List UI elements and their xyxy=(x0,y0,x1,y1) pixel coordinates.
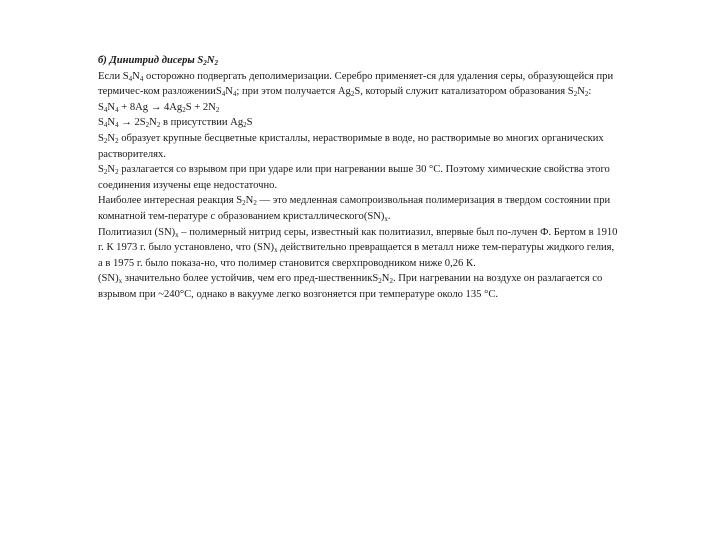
subscript: 4 xyxy=(103,105,108,114)
text-run: S xyxy=(98,132,104,144)
text-run: действительно превращается в металл ниже тем-пературы жидкого гелия, а в 1975 г. было показа-но, что полимер становится сверхпроводником ниже 0,26 К. xyxy=(98,242,615,269)
subscript: 4 xyxy=(103,121,108,130)
text-run: – полимерный нитрид серы, известный как политиазил, впервые был по-лучен Ф. Бертом в 1910 г. К 1973 г. было установлено, что (SN) xyxy=(98,226,618,254)
paragraph-crystals xyxy=(98,131,618,162)
text-run: S xyxy=(98,164,104,176)
subscript: 2 xyxy=(215,105,220,114)
heading-subscript: 2 xyxy=(214,59,218,67)
paragraph-polymerization xyxy=(98,193,618,224)
subscript: 2 xyxy=(145,121,150,130)
text-run: N xyxy=(149,117,157,129)
subscript: 2 xyxy=(584,90,589,99)
subscript: 2 xyxy=(156,121,161,130)
text-run: S xyxy=(246,117,253,129)
heading-text: N xyxy=(206,55,215,66)
text-run: значительно более устойчив, чем его пред-шественникS xyxy=(122,273,379,285)
subscript: 4 xyxy=(115,105,119,114)
text-run: → 2S xyxy=(118,117,146,129)
subscript: 2 xyxy=(573,90,578,99)
heading-text: б) Динитрид дисеры S xyxy=(98,55,204,66)
paragraph-explosion xyxy=(98,162,618,193)
equation-silver xyxy=(98,100,618,116)
text-run: S xyxy=(98,117,104,129)
text-run: ; при этом получается Ag xyxy=(236,86,351,98)
slide-heading xyxy=(98,53,618,69)
subscript: x xyxy=(175,230,179,239)
subscript: 2 xyxy=(350,90,355,99)
text-run: N xyxy=(225,86,233,98)
subscript: 2 xyxy=(182,105,186,114)
paragraph-depolymerization xyxy=(98,69,618,100)
text-run: N xyxy=(245,195,254,207)
subscript: 2 xyxy=(243,121,247,130)
text-run: осторожно подвергать деполимеризации. Серебро применяет-ся для удаления серы, образующейся при термичес-ком разложенииS xyxy=(98,70,614,98)
text-run: N xyxy=(107,164,116,176)
text-run: разлагается со взрывом при при ударе или при нагревании выше 30 °С. Поэтому химические свойства этого соединения изучены еще недостаточно. xyxy=(98,164,610,191)
equation-catalyst xyxy=(98,115,618,131)
text-run: Наиболее интересная реакция S xyxy=(98,195,243,207)
text-run: N xyxy=(577,86,585,98)
subscript: x xyxy=(384,214,388,223)
heading-subscript: 2 xyxy=(203,59,207,67)
subscript: 2 xyxy=(103,168,108,177)
text-run: (SN) xyxy=(98,273,119,285)
text-run: + 8Ag → 4Ag xyxy=(118,101,183,113)
paragraph-polythiazyl xyxy=(98,225,618,272)
text-run: N xyxy=(107,117,116,129)
subscript: 4 xyxy=(115,121,119,130)
text-run: S xyxy=(98,101,104,113)
subscript: 4 xyxy=(221,90,226,99)
text-run: Если S xyxy=(98,70,129,82)
text-run: S + 2N xyxy=(185,101,216,113)
subscript: 2 xyxy=(253,199,257,208)
text-block xyxy=(98,53,618,303)
text-run: N xyxy=(381,273,390,285)
subscript: x xyxy=(118,277,123,286)
subscript: 2 xyxy=(103,136,108,145)
subscript: 2 xyxy=(389,277,393,286)
text-run: N xyxy=(107,132,116,144)
text-run: N xyxy=(107,101,116,113)
text-run: . При нагревании на воздухе он разлагается со взрывом при ~240°С, однако в вакууме легко возгоняется при температуре около 135 °С. xyxy=(98,273,603,300)
subscript: 4 xyxy=(232,90,237,99)
subscript: 2 xyxy=(242,199,246,208)
text-run: S, который служит катализатором образования S xyxy=(354,86,574,98)
subscript: 2 xyxy=(115,168,119,177)
paragraph-stability xyxy=(98,271,618,302)
text-run: Политиазил (SN) xyxy=(98,226,176,238)
text-run: в присутствии Ag xyxy=(160,117,244,129)
subscript: 4 xyxy=(139,74,144,83)
subscript: 4 xyxy=(128,74,133,83)
subscript: 2 xyxy=(115,136,119,145)
text-run: . xyxy=(387,210,391,222)
text-run: N xyxy=(132,70,140,82)
text-run: — это медленная самопроизвольная полимеризация в твердом состоянии при комнатной тем-пературе с образованием кристаллического(SN) xyxy=(98,195,611,222)
text-run: : xyxy=(588,86,592,98)
subscript: x xyxy=(274,246,278,255)
subscript: 2 xyxy=(378,277,382,286)
text-run: образует крупные бесцветные кристаллы, нерастворимые в воде, но растворимые во многих органических растворителях. xyxy=(98,132,604,160)
